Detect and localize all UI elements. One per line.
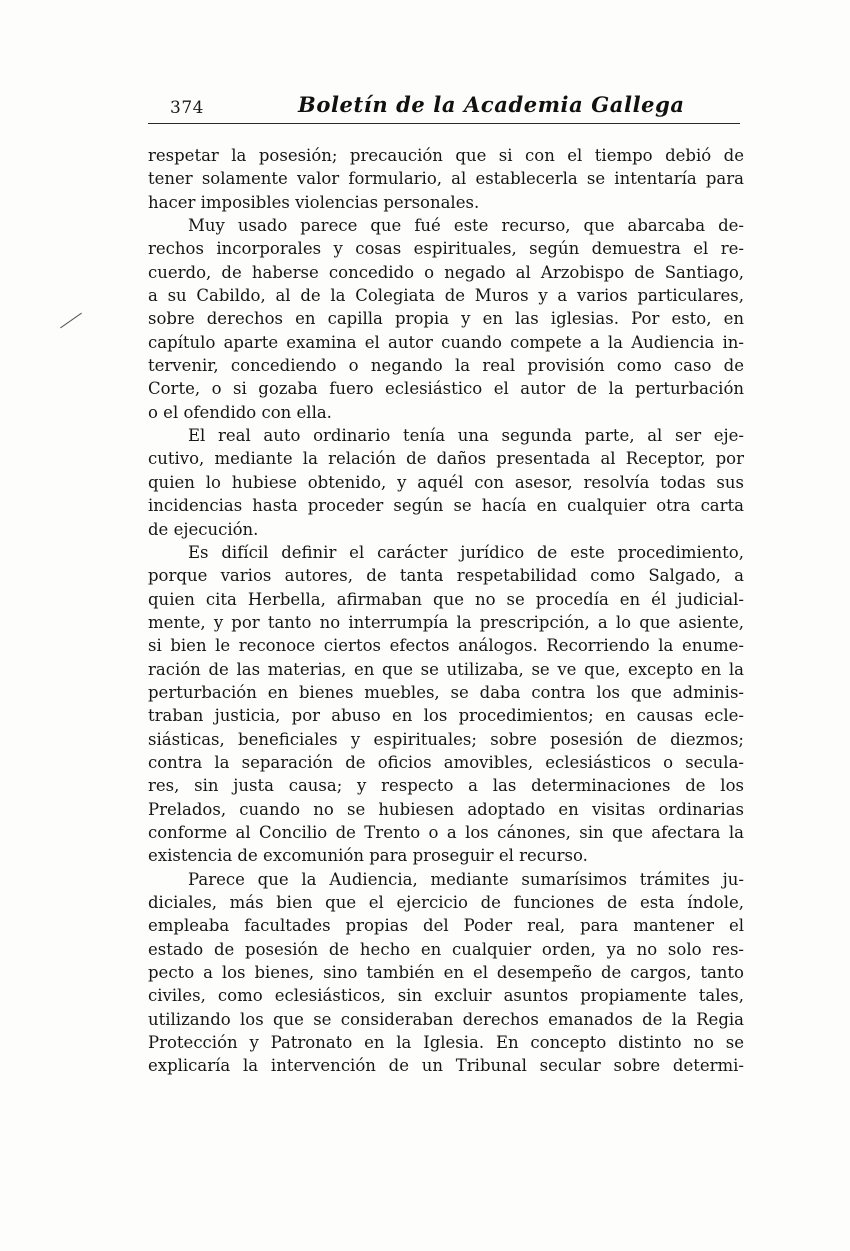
text-line: explicaría la intervención de un Tribunal secular sobre determi- bbox=[148, 1056, 744, 1076]
text-line: quien cita Herbella, afirmaban que no se procedía en él judicial- bbox=[148, 589, 744, 609]
scan-speck bbox=[60, 313, 82, 329]
body-text bbox=[148, 144, 744, 1078]
text-line: o el ofendido con ella. bbox=[148, 402, 332, 422]
text-line: diciales, más bien que el ejercicio de funciones de esta índole, bbox=[148, 893, 744, 912]
paragraph-start-line: Es difícil definir el carácter jurídico de este procedimiento, bbox=[188, 542, 744, 562]
running-head bbox=[148, 92, 740, 126]
text-line: estado de posesión de hecho en cualquier orden, ya no solo res- bbox=[148, 939, 744, 959]
text-line: a su Cabildo, al de la Colegiata de Muros y a varios particulares, bbox=[148, 286, 744, 306]
text-line: civiles, como eclesiásticos, sin excluir asuntos propiamente tales, bbox=[148, 986, 744, 1006]
text-line: conforme al Concilio de Trento o a los cánones, sin que afectara la bbox=[148, 822, 744, 842]
text-line: cutivo, mediante la relación de daños presentada al Receptor, por bbox=[148, 449, 744, 469]
text-line: porque varios autores, de tanta respetabilidad como Salgado, a bbox=[148, 566, 744, 586]
text-line: sobre derechos en capilla propia y en las iglesias. Por esto, en bbox=[148, 309, 744, 329]
text-line: res, sin justa causa; y respecto a las determinaciones de los bbox=[148, 776, 744, 796]
text-line: de ejecución. bbox=[148, 519, 259, 539]
text-line: quien lo hubiese obtenido, y aquél con asesor, resolvía todas sus bbox=[148, 472, 744, 492]
text-line: si bien le reconoce ciertos efectos análogos. Recorriendo la enume- bbox=[148, 636, 744, 656]
text-line: ración de las materias, en que se utilizaba, se ve que, excepto en la bbox=[148, 659, 744, 679]
text-line: tervenir, concediendo o negando la real provisión como caso de bbox=[148, 356, 744, 376]
text-line: perturbación en bienes muebles, se daba contra los que adminis- bbox=[148, 682, 744, 702]
text-line: rechos incorporales y cosas espirituales, según demuestra el re- bbox=[148, 239, 744, 259]
text-line: respetar la posesión; precaución que si con el tiempo debió de bbox=[148, 146, 744, 165]
text-line: pecto a los bienes, sino también en el desempeño de cargos, tanto bbox=[148, 963, 744, 983]
text-line: capítulo aparte examina el autor cuando compete a la Audiencia in- bbox=[148, 332, 744, 352]
text-line: mente, y por tanto no interrumpía la prescripción, a lo que asiente, bbox=[148, 612, 744, 632]
text-line: Protección y Patronato en la Iglesia. En concepto distinto no se bbox=[148, 1033, 744, 1053]
text-line: cuerdo, de haberse concedido o negado al Arzobispo de Santiago, bbox=[148, 262, 744, 282]
header-rule bbox=[148, 123, 740, 124]
paragraph-start-line: El real auto ordinario tenía una segunda parte, al ser eje- bbox=[188, 426, 744, 446]
text-line: existencia de excomunión para proseguir el recurso. bbox=[148, 846, 588, 866]
text-line: incidencias hasta proceder según se hacía en cualquier otra carta bbox=[148, 496, 744, 516]
text-line: tener solamente valor formulario, al establecerla se intentaría para bbox=[148, 169, 744, 189]
paragraph-start-line: Muy usado parece que fué este recurso, que abarcaba de- bbox=[188, 216, 744, 236]
text-line: Prelados, cuando no se hubiesen adoptado en visitas ordinarias bbox=[148, 799, 744, 819]
text-line: siásticas, beneficiales y espirituales; sobre posesión de diezmos; bbox=[148, 729, 744, 749]
text-line: empleaba facultades propias del Poder real, para mantener el bbox=[148, 916, 744, 936]
text-line: contra la separación de oficios amovibles, eclesiásticos o secula- bbox=[148, 752, 744, 772]
text-line: utilizando los que se consideraban derechos emanados de la Regia bbox=[148, 1009, 744, 1029]
paragraph-start-line: Parece que la Audiencia, mediante sumarísimos trámites ju- bbox=[188, 869, 744, 889]
running-title: Boletín de la Academia Gallega bbox=[298, 92, 685, 117]
text-line: traban justicia, por abuso en los procedimientos; en causas ecle- bbox=[148, 706, 744, 726]
text-line: hacer imposibles violencias personales. bbox=[148, 192, 480, 212]
text-line: Corte, o si gozaba fuero eclesiástico el autor de la perturbación bbox=[148, 379, 744, 399]
page-number: 374 bbox=[170, 98, 204, 118]
